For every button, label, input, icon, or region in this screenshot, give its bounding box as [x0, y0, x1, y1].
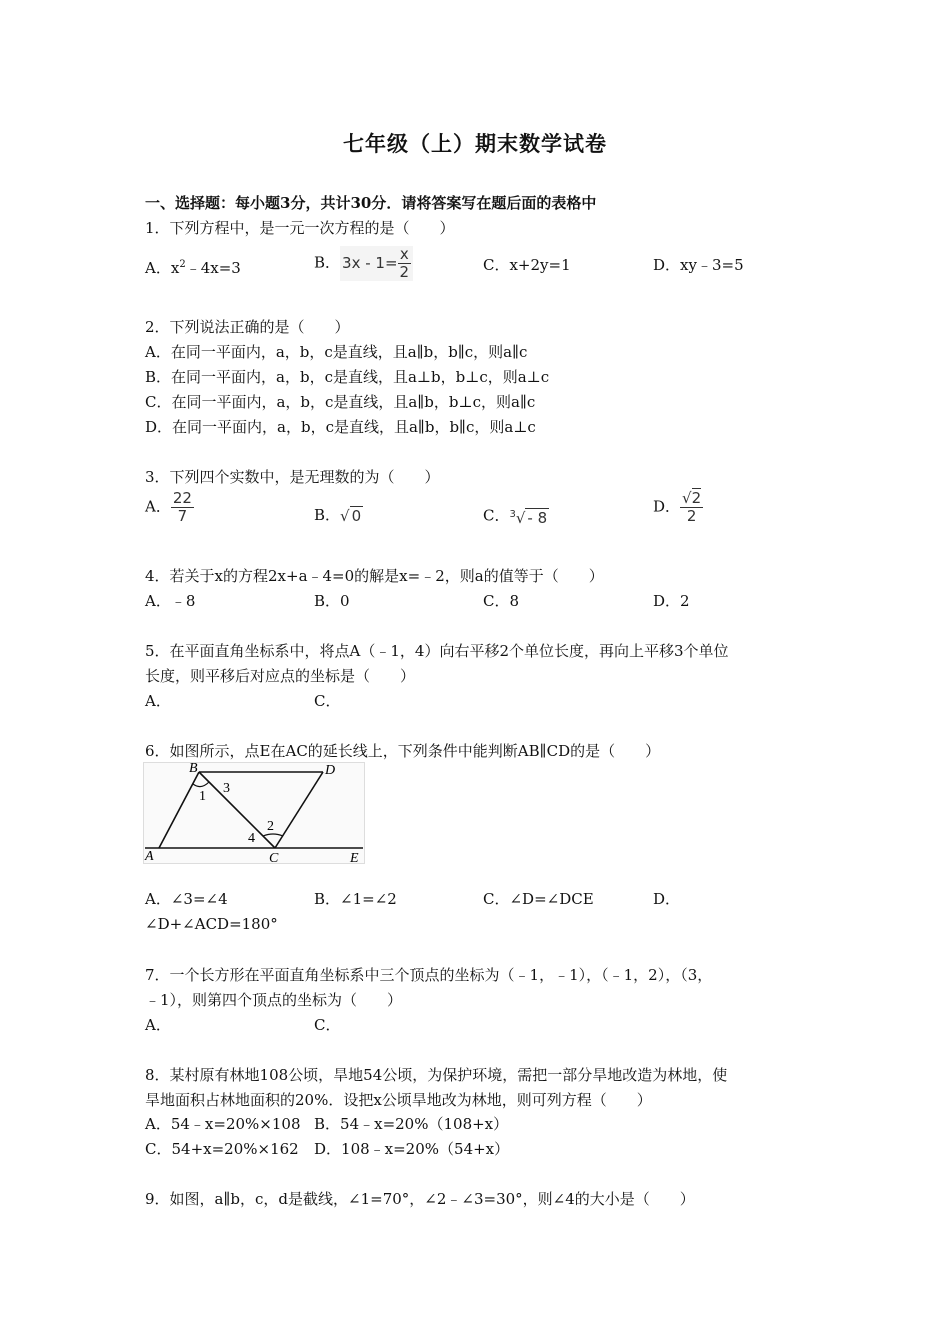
- q3-d-radicand: 2: [691, 489, 702, 507]
- q3-d-fraction: [680, 490, 703, 525]
- angle-label-1: 1: [199, 789, 206, 804]
- q8-option-a: A．54﹣x=20%×108: [145, 1115, 301, 1133]
- q5-option-a: A．: [145, 692, 171, 710]
- q1-option-b: [314, 246, 413, 281]
- q1-b-denominator: 2: [399, 263, 410, 281]
- q3-d-numerator: √2: [682, 489, 702, 507]
- q7-option-c: C．: [314, 1016, 341, 1034]
- q3-stem: 3．下列四个实数中，是无理数的为（ ）: [145, 468, 440, 486]
- q8-option-c: C．54+x=20%×162: [145, 1140, 299, 1158]
- q4-option-a: A．﹣8: [145, 592, 196, 610]
- q3-d-denominator: 2: [686, 507, 697, 525]
- q3-a-fraction: [171, 490, 194, 525]
- q3-c-index: 3: [509, 509, 516, 520]
- q2-option-b: B．在同一平面内，a，b，c是直线，且a⊥b，b⊥c，则a⊥c: [145, 368, 550, 386]
- q2-option-c: C．在同一平面内，a，b，c是直线，且a∥b，b⊥c，则a∥c: [145, 393, 536, 411]
- q7-option-a: A．: [145, 1016, 171, 1034]
- angle-label-4: 4: [248, 831, 255, 846]
- q9-stem: 9．如图，a∥b，c，d是截线，∠1=70°，∠2﹣∠3=30°，则∠4的大小是（ ）: [145, 1190, 695, 1208]
- angle-label-2: 2: [267, 819, 274, 834]
- q3-c-cuberoot: $^3$√ - 8: [509, 509, 548, 527]
- q8-option-d: D．108﹣x=20%（54+x）: [314, 1140, 510, 1158]
- q1-b-equation-image: [340, 246, 413, 281]
- q1-option-d: D．xy﹣3=5: [653, 256, 744, 274]
- q6-option-d: D．: [653, 890, 681, 908]
- q2-option-a: A．在同一平面内，a，b，c是直线，且a∥b，b∥c，则a∥c: [145, 343, 528, 361]
- q1-a-exponent: 2: [179, 259, 186, 270]
- q3-option-b: [314, 504, 363, 527]
- q3-a-label: A．: [145, 497, 171, 516]
- q6-option-d-text: ∠D+∠ACD=180°: [145, 915, 278, 933]
- q6-option-b: B．∠1=∠2: [314, 890, 397, 908]
- q8-option-b: B．54﹣x=20%（108+x）: [314, 1115, 509, 1133]
- q1-b-label: B．: [314, 253, 341, 272]
- q3-d-label: D．: [653, 497, 681, 516]
- q3-option-c: [483, 504, 549, 529]
- q1-a-label: A．: [145, 259, 171, 277]
- q3-b-radicand: 0: [351, 507, 362, 525]
- q2-option-d: D．在同一平面内，a，b，c是直线，且a∥b，b∥c，则a⊥c: [145, 418, 536, 436]
- q1-b-left: 3x - 1=: [342, 254, 398, 272]
- q4-option-c: C．8: [483, 592, 520, 610]
- parallelogram-figure: [143, 762, 365, 864]
- q8-stem-line2: 旱地面积占林地面积的20%．设把x公顷旱地改为林地，则可列方程（ ）: [145, 1091, 652, 1109]
- q7-stem-line2: ﹣1），则第四个顶点的坐标为（ ）: [145, 991, 403, 1009]
- q5-stem-line2: 长度，则平移后对应点的坐标是（ ）: [145, 667, 416, 685]
- q2-stem: 2．下列说法正确的是（ ）: [145, 318, 350, 336]
- q4-option-b: B．0: [314, 592, 350, 610]
- q7-stem-line1: 7．一个长方形在平面直角坐标系中三个顶点的坐标为（﹣1，﹣1），（﹣1，2），（3，: [145, 966, 713, 984]
- q3-a-denominator: 7: [177, 507, 188, 525]
- q3-c-label: C．: [483, 506, 510, 525]
- q1-option-a: [145, 254, 241, 279]
- q3-option-a: [145, 490, 194, 525]
- page-title: 七年级（上）期末数学试卷: [343, 131, 607, 156]
- q1-stem: 1．下列方程中，是一元一次方程的是（ ）: [145, 219, 455, 237]
- q4-option-d: D．2: [653, 592, 690, 610]
- q6-option-a: A．∠3=∠4: [145, 890, 228, 908]
- q6-stem: 6．如图所示，点E在AC的延长线上，下列条件中能判断AB∥CD的是（ ）: [145, 742, 661, 760]
- label-d: D: [325, 763, 336, 778]
- q5-stem-line1: 5．在平面直角坐标系中，将点A（﹣1，4）向右平移2个单位长度，再向上平移3个单位: [145, 642, 729, 660]
- q6-option-c: C．∠D=∠DCE: [483, 890, 594, 908]
- angle-label-3: 3: [223, 781, 230, 796]
- q5-option-c: C．: [314, 692, 341, 710]
- q3-c-radicand: - 8: [527, 509, 548, 527]
- label-e: E: [350, 851, 359, 864]
- label-c: C: [269, 851, 279, 864]
- q4-stem: 4．若关于x的方程2x+a﹣4=0的解是x=﹣2，则a的值等于（ ）: [145, 567, 604, 585]
- label-b: B: [189, 762, 198, 776]
- q1-b-numerator: x: [399, 245, 409, 263]
- q3-b-label: B．: [314, 506, 341, 524]
- q3-option-d: [653, 490, 703, 525]
- q1-option-c: C．x+2y=1: [483, 256, 571, 274]
- label-a: A: [145, 849, 154, 864]
- q3-b-sqrt: √ 0: [340, 507, 362, 525]
- q3-a-numerator: 22: [172, 489, 192, 507]
- q8-stem-line1: 8．某村原有林地108公顷，旱地54公顷，为保护环境，需把一部分旱地改造为林地，使: [145, 1066, 728, 1084]
- q1-a-base: x: [170, 259, 180, 277]
- q1-a-rest: ﹣4x=3: [185, 259, 241, 277]
- section-heading: 一、选择题：每小题3分，共计30分．请将答案写在题后面的表格中: [145, 194, 597, 212]
- q1-b-fraction: [398, 246, 412, 281]
